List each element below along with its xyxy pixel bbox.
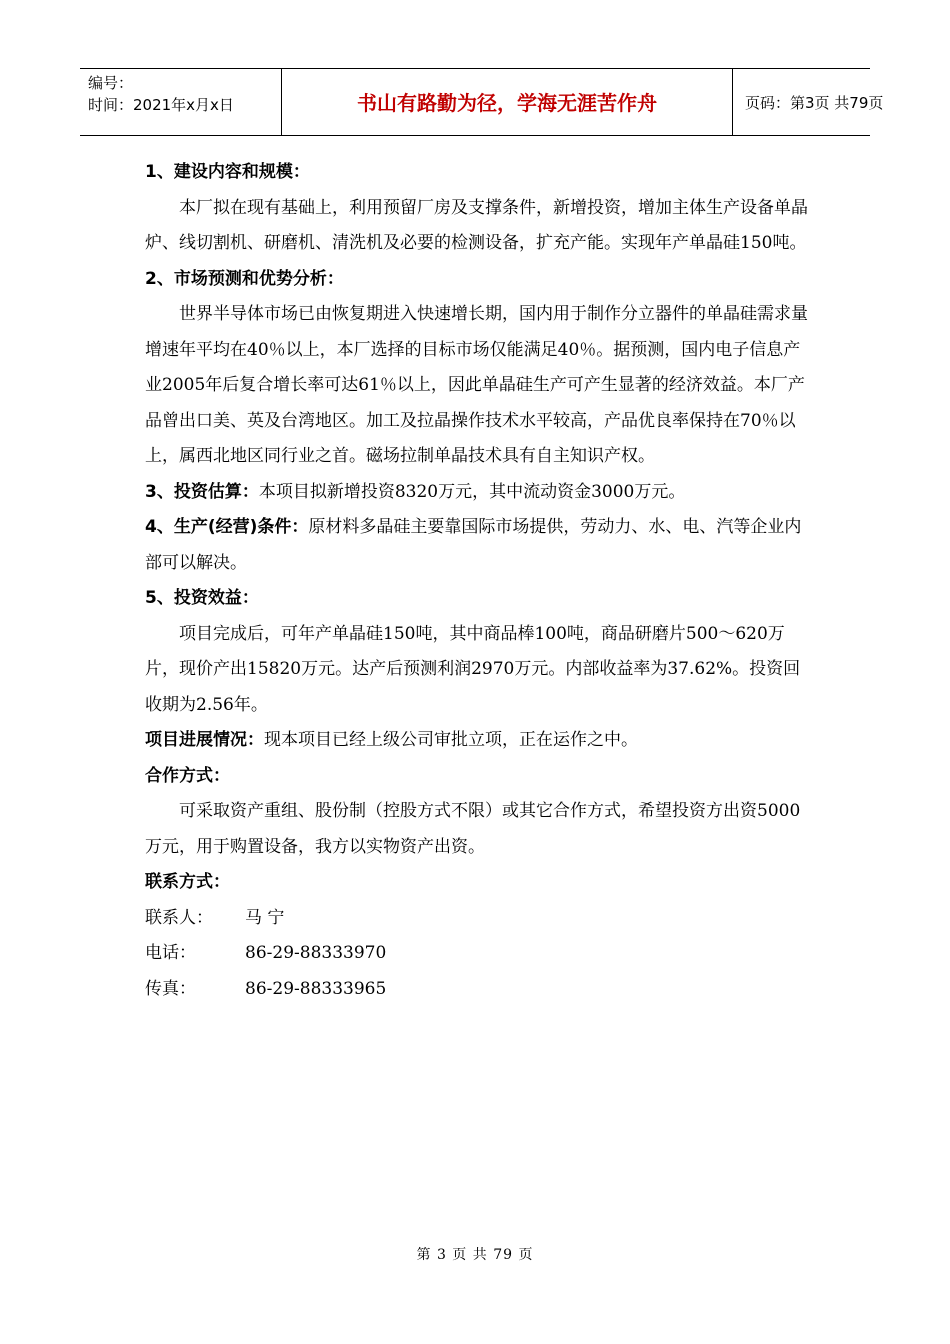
header-motto: 书山有路勤为径，学海无涯苦作舟 (282, 69, 733, 135)
number-label: 编号： (88, 74, 134, 92)
section-title-conditions: 4、生产(经营)条件： (145, 517, 309, 537)
time-label: 时间：2021年x月x日 (88, 96, 234, 114)
section-body-conditions: 原材料多晶硅主要靠国际市场提供，劳动力、水、电、汽等企业内部可以解决。 (145, 517, 802, 573)
page-footer: 第 3 页 共 79 页 (416, 1247, 534, 1263)
section-conditions (145, 510, 810, 581)
section-body-investment: 本项目拟新增投资8320万元，其中流动资金3000万元。 (258, 481, 686, 502)
header-meta-cell (80, 69, 282, 135)
section-title-progress: 项目进展情况： (145, 730, 264, 750)
contact-phone-value: 86-29-88333970 (245, 943, 387, 963)
section-body-market: 世界半导体市场已由恢复期进入快速增长期，国内用于制作分立器件的单晶硅需求量增速年平均在40％以上，本厂选择的目标市场仅能满足40％。据预测，国内电子信息产业2005年后复合增长率可达61％以上，因此单晶硅生产可产生显著的经济效益。本厂产品曾出口美、英及台湾地区。加工及拉晶操作技术水平较高，产品优良率保持在70％以上，属西北地区同行业之首。磁场拉制单晶技术具有自主知识产权。 (145, 304, 808, 466)
contact-fax-row (145, 972, 810, 1008)
section-body-progress: 现本项目已经上级公司审批立项，正在运作之中。 (264, 730, 638, 750)
contact-person-label: 联系人： (145, 907, 213, 928)
header-page-info: 页码：第3页 共79页 (745, 94, 884, 112)
section-title-cooperation: 合作方式： (145, 765, 230, 786)
section-investment (145, 475, 810, 511)
section-title-investment: 3、投资估算： (145, 481, 259, 502)
contact-person-value: 马 宁 (245, 907, 285, 928)
page-header (80, 68, 884, 136)
contact-phone-row (145, 936, 810, 972)
contact-fax-value: 86-29-88333965 (245, 978, 387, 999)
contact-phone-label: 电话： (145, 943, 196, 963)
section-body-scope: 本厂拟在现有基础上，利用预留厂房及支撑条件，新增投资，增加主体生产设备单晶炉、线切割机、研磨机、清洗机及必要的检测设备，扩充产能。实现年产单晶硅150吨。 (145, 197, 808, 253)
section-title-scope: 1、建设内容和规模： (145, 162, 310, 182)
section-body-cooperation: 可采取资产重组、股份制（控股方式不限）或其它合作方式，希望投资方出资5000万元，用于购置设备，我方以实物资产出资。 (145, 801, 801, 857)
section-title-contact: 联系方式： (145, 872, 230, 892)
section-progress (145, 723, 810, 759)
document-body (145, 155, 810, 1007)
section-title-benefit: 5、投资效益： (145, 588, 259, 608)
contact-person-row (145, 901, 810, 937)
section-body-benefit: 项目完成后，可年产单晶硅150吨，其中商品棒100吨，商品研磨片500～620万片，现价产出15820万元。达产后预测利润2970万元。内部收益率为37.62%。投资回收期为2.56年。 (145, 623, 801, 715)
contact-fax-label: 传真： (145, 978, 196, 999)
section-title-market: 2、市场预测和优势分析： (145, 268, 344, 289)
